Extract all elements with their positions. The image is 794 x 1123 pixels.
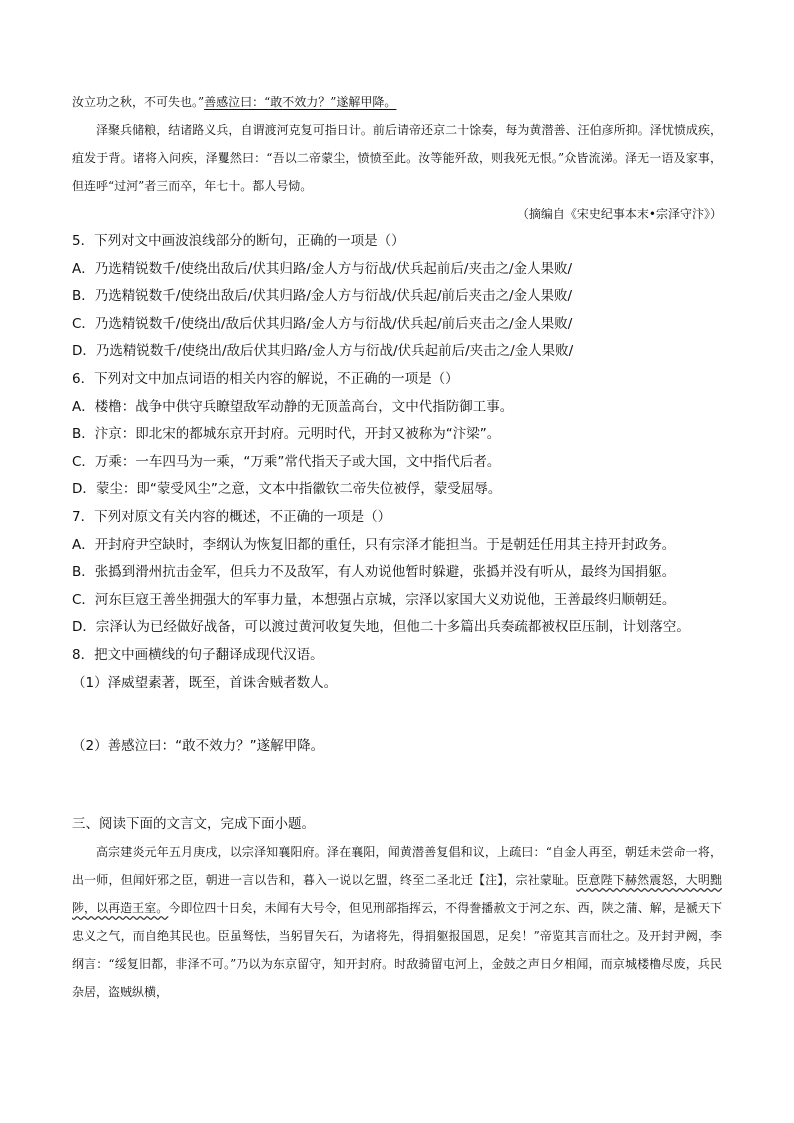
- answer-space-2: [72, 761, 722, 811]
- question-6-stem: 6．下列对文中加点词语的相关内容的解说，不正确的一项是（）: [72, 370, 459, 387]
- question-5-option-d: D．乃选精锐数千/使绕出/敌后伏其归路/金人方与衍战/伏兵起前后/夹击之/金人果败/: [72, 343, 574, 360]
- question-7-option-c: C．河东巨寇王善坐拥强大的军事力量，本想强占京城，宗泽以家国大义劝说他，王善最终归顺朝廷。: [72, 591, 676, 608]
- exam-page: [72, 88, 722, 1006]
- question-6-option-d: D．蒙尘：即“蒙受风尘”之意，文本中指徽钦二帝失位被俘，蒙受屈辱。: [72, 481, 502, 498]
- section-3-passage-b: 今即位四十日矣，未闻有大号令，但见刑部指挥云，不得誊播赦文于河之东、西，陕之蒲、解，是褫天下忠义之气，而自绝其民也。臣虽驽怯，当躬冒矢石，为诸将先，得捐躯报国恩，足矣！”帝览其言而壮之。及开封尹阙，李纲言：“绥复旧都，非泽不可。”乃以为东京留守，知开封府。时敌骑留屯河上，金鼓之声日夕相闻，而京城楼橹尽废，兵民杂居，盗贼纵横，: [72, 901, 722, 1000]
- question-7-option-a: A．开封府尹空缺时，李纲认为恢复旧都的重任，只有宗泽才能担当。于是朝廷任用其主持开封政务。: [72, 536, 676, 553]
- question-6-option-a: A．楼橹：战争中供守兵瞭望敌军动静的无顶盖高台，文中代指防御工事。: [72, 398, 514, 415]
- passage-line-1-plain: 汝立功之秋，不可失也。”: [72, 95, 205, 109]
- question-8-sub-1: （1）泽威望素著，既至，首诛舍贼者数人。: [72, 674, 338, 691]
- question-7-option-b: B．张撝到滑州抗击金军，但兵力不及敌军，有人劝说他暂时躲避，张撝并没有听从，最终为国捐躯。: [72, 564, 676, 581]
- question-5-option-b: B．乃选精锐数千/使绕出敌后/伏其归路/金人方与衍战/伏兵起/前后夹击之/金人果败/: [72, 288, 573, 305]
- section-3-passage-a: 高宗建炎元年五月庚戌，以宗泽知襄阳府。泽在襄阳，闻黄潜善复倡和议，上疏曰：“自金人再至，朝廷未尝命一将，出一师，但闻奸邪之臣，朝进一言以告和，暮入一说以乞盟，终至二圣北迁【注】，宗社蒙耻。: [72, 845, 722, 888]
- question-6-option-b: B．汴京：即北宋的都城东京开封府。元明时代，开封又被称为“汴梁”。: [72, 426, 501, 443]
- question-5-option-c: C．乃选精锐数千/使绕出/敌后伏其归路/金人方与衍战/伏兵起/前后夹击之/金人果败/: [72, 315, 573, 332]
- question-7-stem: 7．下列对原文有关内容的概述，不正确的一项是（）: [72, 508, 392, 525]
- question-8-stem: 8．把文中画横线的句子翻译成现代汉语。: [72, 646, 324, 663]
- underlined-sentence: 善感泣曰：“敢不效力？”遂解甲降。: [204, 95, 397, 109]
- wavy-underlined-sentence: 臣意陛下赫然震怒，大明黜陟，以再造王室。: [72, 873, 722, 916]
- section-3-passage: [72, 838, 722, 1006]
- passage-paragraph: 泽聚兵储粮，结诸路义兵，自谓渡河克复可指日计。前后请帝还京二十馀奏，每为黄潜善、汪伯彦所抑。泽忧愤成疾，疽发于背。诸将入问疾，泽矍然曰：“吾以二帝蒙尘，愤愤至此。汝等能歼敌，则我死无恨。”众皆流涕。泽无一语及家事，但连呼“过河”者三而卒，年七十。都人号恸。: [72, 123, 722, 193]
- source-citation: （摘编自《宋史纪事本末•宗泽守汴》）: [516, 207, 722, 221]
- question-5-option-a: A．乃选精锐数千/使绕出敌后/伏其归路/金人方与衍战/伏兵起前后/夹击之/金人果败/: [72, 260, 573, 277]
- question-8-sub-2: （2）善感泣曰：“敢不效力？”遂解甲降。: [72, 738, 325, 755]
- question-7-option-d: D．宗泽认为已经做好战备，可以渡过黄河收复失地，但他二十多篇出兵奏疏都被权臣压制，计划落空。: [72, 619, 690, 636]
- passage-line-1: [72, 88, 722, 116]
- question-5-stem: 5．下列对文中画波浪线部分的断句，正确的一项是（）: [72, 233, 405, 249]
- question-6-option-c: C．万乘：一车四马为一乘，“万乘”常代指天子或大国，文中指代后者。: [72, 453, 501, 470]
- answer-space-1: [72, 697, 722, 733]
- section-3-heading: 三、阅读下面的文言文，完成下面小题。: [72, 815, 315, 832]
